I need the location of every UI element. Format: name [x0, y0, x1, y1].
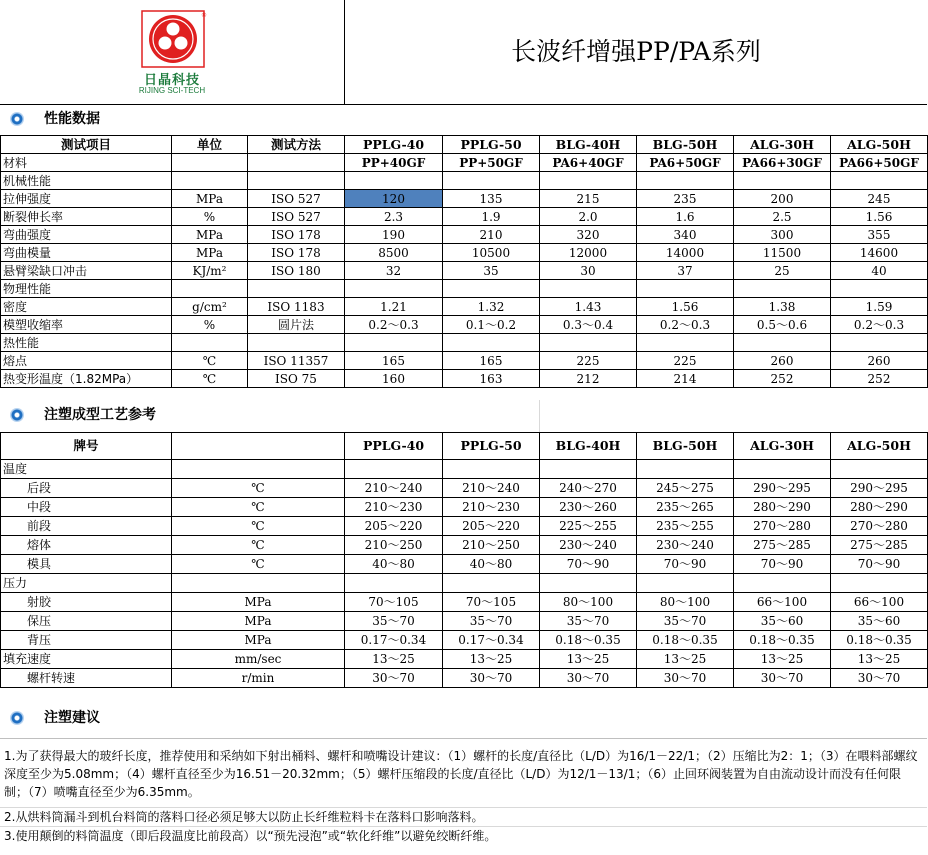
table-cell[interactable]: 圆片法 [248, 316, 345, 334]
table-cell[interactable] [443, 334, 540, 352]
table-row [1, 650, 928, 669]
table-cell[interactable]: 205～220 [443, 517, 540, 536]
table-cell[interactable]: MPa [172, 631, 345, 650]
table-cell[interactable]: 30～70 [637, 669, 734, 688]
table-cell[interactable]: 1.32 [443, 298, 540, 316]
section-title: 性能数据 [44, 111, 100, 127]
row-label[interactable]: 密度 [1, 298, 172, 316]
table-cell[interactable]: 80～100 [540, 593, 637, 612]
table-row [1, 190, 928, 208]
table-cell[interactable]: 240～270 [540, 479, 637, 498]
table-cell[interactable]: 30～70 [540, 669, 637, 688]
table-cell[interactable]: 0.18～0.35 [831, 631, 928, 650]
table-cell[interactable]: 225～255 [540, 517, 637, 536]
table-cell[interactable]: ℃ [172, 498, 345, 517]
header-cell[interactable]: 牌号 [1, 433, 172, 460]
table-cell[interactable] [540, 460, 637, 479]
table-cell[interactable]: 2.0 [540, 208, 637, 226]
row-label[interactable]: 模具 [1, 555, 172, 574]
table-cell[interactable]: 320 [540, 226, 637, 244]
table-cell[interactable]: 30～70 [734, 669, 831, 688]
table-cell[interactable]: 2.3 [345, 208, 443, 226]
table-cell[interactable] [345, 574, 443, 593]
table-row [1, 669, 928, 688]
table-cell[interactable]: 2.5 [734, 208, 831, 226]
table-cell[interactable]: 30～70 [345, 669, 443, 688]
header-cell[interactable]: 测试方法 [248, 136, 345, 154]
table-cell[interactable]: 0.1～0.2 [443, 316, 540, 334]
table-cell[interactable]: 30～70 [831, 669, 928, 688]
row-label[interactable]: 压力 [1, 574, 172, 593]
row-label[interactable]: 物理性能 [1, 280, 172, 298]
table-cell[interactable]: 0.17～0.34 [443, 631, 540, 650]
table-cell[interactable]: 25 [734, 262, 831, 280]
table-cell[interactable]: 235～255 [637, 517, 734, 536]
table-row [1, 536, 928, 555]
table-cell[interactable]: 165 [443, 352, 540, 370]
table-cell[interactable]: % [172, 316, 248, 334]
header-cell[interactable] [172, 433, 345, 460]
table-cell[interactable]: 0.18～0.35 [734, 631, 831, 650]
table-row [1, 612, 928, 631]
row-label[interactable]: 悬臂梁缺口冲击 [1, 262, 172, 280]
table-cell[interactable]: 70～105 [345, 593, 443, 612]
table-cell[interactable]: ISO 75 [248, 370, 345, 388]
table-cell[interactable] [172, 574, 345, 593]
table-cell[interactable]: 35～70 [637, 612, 734, 631]
bullet-icon [10, 408, 24, 422]
table-cell[interactable]: mm/sec [172, 650, 345, 669]
row-label[interactable]: 后段 [1, 479, 172, 498]
table-cell[interactable]: ISO 180 [248, 262, 345, 280]
table-cell[interactable]: ℃ [172, 536, 345, 555]
table-cell[interactable]: ℃ [172, 555, 345, 574]
header-cell[interactable]: ALG-50H [831, 136, 928, 154]
table-cell[interactable]: 70～90 [540, 555, 637, 574]
material-cell[interactable]: PP+40GF [345, 154, 443, 172]
table-cell[interactable]: 30～70 [443, 669, 540, 688]
advice-notes [0, 738, 927, 845]
material-cell[interactable] [248, 154, 345, 172]
row-label[interactable]: 前段 [1, 517, 172, 536]
table-row [1, 226, 928, 244]
row-label[interactable]: 熔点 [1, 352, 172, 370]
table-cell[interactable]: 0.18～0.35 [540, 631, 637, 650]
table-cell[interactable]: 120 [345, 190, 443, 208]
table-cell[interactable] [637, 574, 734, 593]
table-cell[interactable]: 70～90 [831, 555, 928, 574]
table-cell[interactable]: 210～250 [443, 536, 540, 555]
row-label[interactable]: 螺杆转速 [1, 669, 172, 688]
table-cell[interactable] [345, 334, 443, 352]
material-cell[interactable]: PA6+40GF [540, 154, 637, 172]
table-cell[interactable]: MPa [172, 190, 248, 208]
table-cell[interactable]: ISO 11357 [248, 352, 345, 370]
table-row [1, 334, 928, 352]
table-cell[interactable]: g/cm² [172, 298, 248, 316]
table-cell[interactable] [172, 280, 248, 298]
table-cell[interactable] [831, 280, 928, 298]
table-row [1, 316, 928, 334]
table-cell[interactable] [345, 460, 443, 479]
table-row [1, 244, 928, 262]
table-cell[interactable]: 235～265 [637, 498, 734, 517]
table-cell[interactable]: 10500 [443, 244, 540, 262]
table-cell[interactable]: 163 [443, 370, 540, 388]
table-cell[interactable]: 1.56 [831, 208, 928, 226]
table-cell[interactable]: 135 [443, 190, 540, 208]
process-table [0, 432, 928, 688]
section-performance-header [0, 105, 927, 133]
row-label[interactable]: 机械性能 [1, 172, 172, 190]
table-cell[interactable] [443, 280, 540, 298]
table-cell[interactable]: 245～275 [637, 479, 734, 498]
table-cell[interactable] [172, 172, 248, 190]
document-title: 长波纤增强PP/PA系列 [511, 37, 761, 66]
table-cell[interactable]: 275～285 [831, 536, 928, 555]
table-cell[interactable] [637, 334, 734, 352]
table-cell[interactable]: ℃ [172, 517, 345, 536]
table-cell[interactable]: 0.2～0.3 [831, 316, 928, 334]
table-cell[interactable] [734, 574, 831, 593]
performance-table [0, 135, 928, 388]
table-cell[interactable]: 35～60 [831, 612, 928, 631]
table-cell[interactable]: 290～295 [831, 479, 928, 498]
table-cell[interactable] [831, 172, 928, 190]
header-cell[interactable]: PPLG-50 [443, 433, 540, 460]
table-cell[interactable]: 260 [734, 352, 831, 370]
table-cell[interactable]: 210 [443, 226, 540, 244]
table-cell[interactable] [248, 334, 345, 352]
table-cell[interactable]: 13～25 [637, 650, 734, 669]
table-cell[interactable] [637, 280, 734, 298]
table-cell[interactable] [734, 172, 831, 190]
header-cell[interactable]: ALG-30H [734, 433, 831, 460]
table-cell[interactable]: 210～240 [443, 479, 540, 498]
table-cell[interactable]: 225 [540, 352, 637, 370]
material-cell[interactable]: 材料 [1, 154, 172, 172]
table-cell[interactable]: 1.59 [831, 298, 928, 316]
section-process-header [0, 401, 927, 429]
table-cell[interactable]: 260 [831, 352, 928, 370]
table-cell[interactable]: 66～100 [831, 593, 928, 612]
table-cell[interactable] [172, 334, 248, 352]
table-cell[interactable]: 225 [637, 352, 734, 370]
table-cell[interactable]: 210～230 [443, 498, 540, 517]
table-cell[interactable]: 35～70 [345, 612, 443, 631]
table-row [1, 631, 928, 650]
table-cell[interactable]: 0.18～0.35 [637, 631, 734, 650]
table-row [1, 479, 928, 498]
table-row [1, 172, 928, 190]
table-cell[interactable]: 300 [734, 226, 831, 244]
material-cell[interactable]: PA66+30GF [734, 154, 831, 172]
row-label[interactable]: 填充速度 [1, 650, 172, 669]
svg-text:®: ® [201, 12, 207, 19]
table-cell[interactable]: 13～25 [734, 650, 831, 669]
table-cell[interactable]: 1.21 [345, 298, 443, 316]
table-cell[interactable]: 270～280 [831, 517, 928, 536]
table-cell[interactable]: 35～60 [734, 612, 831, 631]
table-cell[interactable]: MPa [172, 244, 248, 262]
table-cell[interactable]: 245 [831, 190, 928, 208]
table-cell[interactable]: 40～80 [443, 555, 540, 574]
row-label[interactable]: 中段 [1, 498, 172, 517]
row-label[interactable]: 热变形温度（1.82MPa） [1, 370, 172, 388]
table-cell[interactable]: 252 [831, 370, 928, 388]
header-cell[interactable]: ALG-50H [831, 433, 928, 460]
table-cell[interactable]: 8500 [345, 244, 443, 262]
table-cell[interactable]: 215 [540, 190, 637, 208]
table-cell[interactable]: 280～290 [734, 498, 831, 517]
header-cell[interactable]: PPLG-50 [443, 136, 540, 154]
table-cell[interactable]: ISO 178 [248, 244, 345, 262]
table-cell[interactable]: 340 [637, 226, 734, 244]
material-row [1, 154, 928, 172]
table-cell[interactable]: 11500 [734, 244, 831, 262]
note-item: 1.为了获得最大的玻纤长度，推荐使用和采纳如下射出桶料、螺杆和喷嘴设计建议：（1）螺杆的长度/直径比（L/D）为16/1－22/1；（2）压缩比为2：1；（3）在喂料部螺纹深度至少为5.08mm；（4）螺杆直径至少为16.51－20.32mm；（5）螺杆压缩段的长度/直径比（L/D）为12/1－13/1；（6）止回环阀装置为自由流动设计而没有任何限制；（7）喷嘴直径至少为6.35mm。 [0, 738, 927, 801]
header-cell[interactable]: 测试项目 [1, 136, 172, 154]
table-cell[interactable]: 13～25 [443, 650, 540, 669]
table-row [1, 298, 928, 316]
table-cell[interactable]: 210～240 [345, 479, 443, 498]
table-cell[interactable]: 80～100 [637, 593, 734, 612]
table-header-row [1, 136, 928, 154]
table-row [1, 593, 928, 612]
table-cell[interactable] [443, 172, 540, 190]
table-cell[interactable]: 205～220 [345, 517, 443, 536]
table-cell[interactable]: 1.6 [637, 208, 734, 226]
section-title: 注塑成型工艺参考 [44, 407, 156, 423]
table-cell[interactable] [831, 334, 928, 352]
table-cell[interactable] [637, 460, 734, 479]
table-row [1, 208, 928, 226]
row-label[interactable]: 模塑收缩率 [1, 316, 172, 334]
note-item: 3.使用颠倒的料筒温度（即后段温度比前段高）以“预先浸泡”或“软化纤维”以避免绞断纤维。 [0, 826, 927, 845]
table-cell[interactable]: 37 [637, 262, 734, 280]
table-cell[interactable]: 214 [637, 370, 734, 388]
table-row [1, 370, 928, 388]
table-cell[interactable] [443, 574, 540, 593]
table-cell[interactable] [540, 334, 637, 352]
table-cell[interactable]: ISO 178 [248, 226, 345, 244]
table-cell[interactable]: 14600 [831, 244, 928, 262]
company-logo-icon [141, 10, 205, 68]
section-advice-header [0, 704, 927, 732]
table-cell[interactable] [172, 460, 345, 479]
header-cell[interactable]: PPLG-40 [345, 136, 443, 154]
table-cell[interactable] [637, 172, 734, 190]
table-cell[interactable]: ISO 527 [248, 208, 345, 226]
table-cell[interactable]: 190 [345, 226, 443, 244]
material-cell[interactable]: PA6+50GF [637, 154, 734, 172]
table-cell[interactable]: ℃ [172, 479, 345, 498]
table-cell[interactable]: 35 [443, 262, 540, 280]
header-cell[interactable]: BLG-50H [637, 433, 734, 460]
table-cell[interactable]: 230～240 [637, 536, 734, 555]
logo-text-en: RIJING SCI-TECH [138, 86, 206, 95]
table-cell[interactable]: 40 [831, 262, 928, 280]
table-row [1, 280, 928, 298]
table-cell[interactable]: 210～230 [345, 498, 443, 517]
row-label[interactable]: 拉伸强度 [1, 190, 172, 208]
table-cell[interactable]: 1.38 [734, 298, 831, 316]
table-cell[interactable]: 30 [540, 262, 637, 280]
header-cell[interactable]: BLG-40H [540, 433, 637, 460]
table-cell[interactable]: 252 [734, 370, 831, 388]
row-label[interactable]: 热性能 [1, 334, 172, 352]
table-cell[interactable]: 270～280 [734, 517, 831, 536]
table-cell[interactable]: 70～90 [734, 555, 831, 574]
table-cell[interactable] [734, 334, 831, 352]
table-cell[interactable]: 1.9 [443, 208, 540, 226]
table-row [1, 460, 928, 479]
table-cell[interactable]: 212 [540, 370, 637, 388]
table-row [1, 262, 928, 280]
table-cell[interactable]: 0.2～0.3 [345, 316, 443, 334]
table-cell[interactable] [345, 280, 443, 298]
header-cell[interactable]: BLG-50H [637, 136, 734, 154]
table-cell[interactable]: 1.43 [540, 298, 637, 316]
table-cell[interactable]: 0.3～0.4 [540, 316, 637, 334]
row-label[interactable]: 断裂伸长率 [1, 208, 172, 226]
header-cell[interactable]: BLG-40H [540, 136, 637, 154]
section-title: 注塑建议 [44, 710, 100, 726]
row-label[interactable]: 射胶 [1, 593, 172, 612]
table-cell[interactable]: 165 [345, 352, 443, 370]
table-cell[interactable]: 355 [831, 226, 928, 244]
table-row [1, 555, 928, 574]
table-cell[interactable]: 230～240 [540, 536, 637, 555]
table-cell[interactable]: 235 [637, 190, 734, 208]
row-label[interactable]: 背压 [1, 631, 172, 650]
document-header [0, 0, 927, 105]
table-cell[interactable]: 0.5～0.6 [734, 316, 831, 334]
table-cell[interactable]: 160 [345, 370, 443, 388]
row-label[interactable]: 弯曲强度 [1, 226, 172, 244]
note-item: 2.从烘料筒漏斗到机台料筒的落料口径必须足够大以防止长纤维粒料卡在落料口影响落料。 [0, 807, 927, 826]
table-cell[interactable] [831, 460, 928, 479]
table-cell[interactable]: 275～285 [734, 536, 831, 555]
table-cell[interactable]: 35～70 [540, 612, 637, 631]
table-row [1, 517, 928, 536]
table-cell[interactable]: ISO 1183 [248, 298, 345, 316]
table-cell[interactable]: 0.17～0.34 [345, 631, 443, 650]
table-cell[interactable]: r/min [172, 669, 345, 688]
table-row [1, 574, 928, 593]
table-cell[interactable]: 0.2～0.3 [637, 316, 734, 334]
row-label[interactable]: 熔体 [1, 536, 172, 555]
table-cell[interactable]: ℃ [172, 370, 248, 388]
table-cell[interactable]: 12000 [540, 244, 637, 262]
header-cell[interactable]: 单位 [172, 136, 248, 154]
table-cell[interactable] [443, 460, 540, 479]
table-cell[interactable] [345, 172, 443, 190]
table-cell[interactable]: 13～25 [540, 650, 637, 669]
logo-cell [0, 0, 345, 104]
table-cell[interactable] [540, 280, 637, 298]
table-cell[interactable] [734, 280, 831, 298]
table-header-row [1, 433, 928, 460]
table-cell[interactable] [734, 460, 831, 479]
material-cell[interactable] [172, 154, 248, 172]
table-cell[interactable]: KJ/m² [172, 262, 248, 280]
table-cell[interactable]: 210～250 [345, 536, 443, 555]
header-cell[interactable]: ALG-30H [734, 136, 831, 154]
bullet-icon [10, 711, 24, 725]
table-cell[interactable]: 290～295 [734, 479, 831, 498]
row-label[interactable]: 保压 [1, 612, 172, 631]
material-cell[interactable]: PA66+50GF [831, 154, 928, 172]
table-cell[interactable]: 40～80 [345, 555, 443, 574]
table-cell[interactable]: 13～25 [345, 650, 443, 669]
table-cell[interactable]: MPa [172, 226, 248, 244]
logo-text-cn: 日晶科技 [143, 73, 200, 88]
table-cell[interactable]: 13～25 [831, 650, 928, 669]
row-label[interactable]: 弯曲模量 [1, 244, 172, 262]
table-cell[interactable]: 66～100 [734, 593, 831, 612]
table-cell[interactable] [831, 574, 928, 593]
table-cell[interactable]: MPa [172, 593, 345, 612]
table-cell[interactable] [540, 172, 637, 190]
table-cell[interactable]: 32 [345, 262, 443, 280]
table-cell[interactable]: 230～260 [540, 498, 637, 517]
table-cell[interactable] [248, 280, 345, 298]
table-cell[interactable] [248, 172, 345, 190]
bullet-icon [10, 112, 24, 126]
table-cell[interactable]: ℃ [172, 352, 248, 370]
row-label[interactable]: 温度 [1, 460, 172, 479]
table-cell[interactable]: 70～105 [443, 593, 540, 612]
table-row [1, 498, 928, 517]
table-cell[interactable]: 14000 [637, 244, 734, 262]
table-cell[interactable]: 35～70 [443, 612, 540, 631]
table-cell[interactable]: 70～90 [637, 555, 734, 574]
table-cell[interactable]: 200 [734, 190, 831, 208]
header-cell[interactable]: PPLG-40 [345, 433, 443, 460]
material-cell[interactable]: PP+50GF [443, 154, 540, 172]
table-cell[interactable] [540, 574, 637, 593]
table-cell[interactable]: ISO 527 [248, 190, 345, 208]
table-cell[interactable]: % [172, 208, 248, 226]
table-cell[interactable]: MPa [172, 612, 345, 631]
table-cell[interactable]: 1.56 [637, 298, 734, 316]
table-row [1, 352, 928, 370]
table-cell[interactable]: 280～290 [831, 498, 928, 517]
